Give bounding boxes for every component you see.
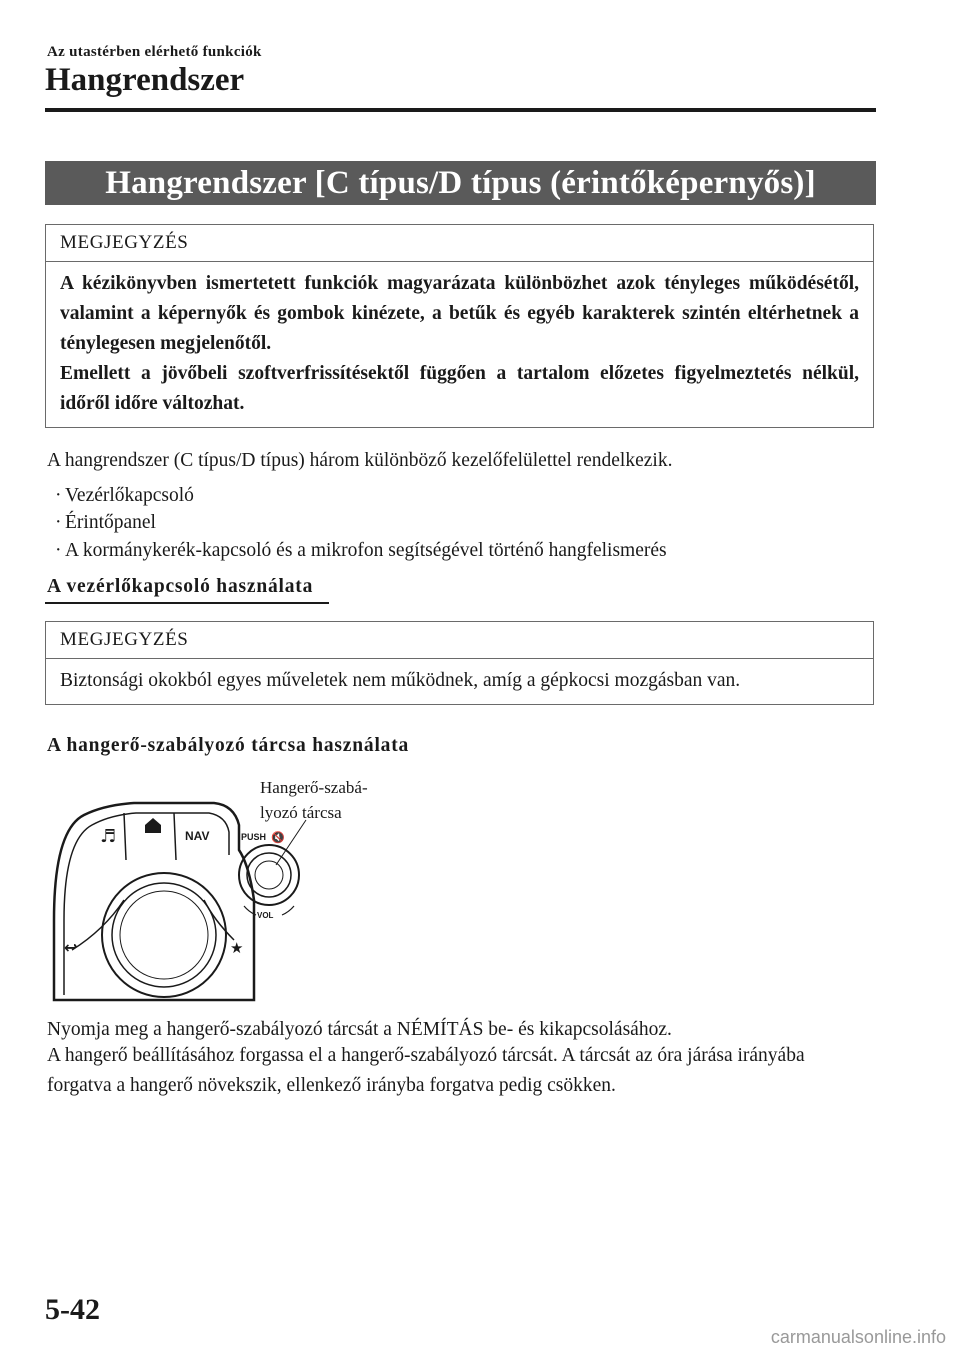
- callout-volume-dial: Hangerő-szabá- lyozó tárcsa: [260, 778, 368, 822]
- subheading-underline: [45, 602, 329, 604]
- intro-paragraph: A hangrendszer (C típus/D típus) három különböző kezelőfelülettel rendelkezik.: [47, 450, 673, 471]
- body-paragraph-1: Nyomja meg a hangerő-szabályozó tárcsát a NÉMÍTÁS be- és kikapcsolásához.: [47, 1019, 672, 1040]
- note-heading: MEGJEGYZÉS: [46, 622, 873, 659]
- note-text-1: A kézikönyvben ismertetett funkciók magyarázata különbözhet azok tényleges működésétől, valamint a képernyők és gombok kinézete, a betűk és egyéb karakterek szintén eltérhetnek a ténylegesen megjelenőtől.: [60, 273, 859, 354]
- note-body: Biztonsági okokból egyes műveletek nem működnek, amíg a gépkocsi mozgásban van.: [60, 670, 741, 691]
- header-rule: [45, 108, 876, 112]
- subheading-control-switch: A vezérlőkapcsoló használata: [47, 576, 314, 597]
- page-number: 5-42: [45, 1293, 100, 1326]
- watermark: carmanualsonline.info: [770, 1327, 946, 1347]
- push-label: PUSH: [241, 832, 267, 842]
- star-icon: ★: [230, 939, 244, 957]
- note-heading: MEGJEGYZÉS: [46, 225, 873, 262]
- list-item: · Vezérlőkapcsoló: [55, 485, 194, 506]
- note-body: [46, 262, 873, 427]
- list-item: · Érintőpanel: [55, 512, 156, 533]
- body-paragraph-2: A hangerő beállításához forgassa el a hangerő-szabályozó tárcsát. A tárcsát az óra járása irányába forgatva a hangerő növekszik, ellenkező irányba forgatva pedig csökken.: [47, 1045, 805, 1096]
- subheading-volume-dial: A hangerő-szabályozó tárcsa használata: [47, 735, 410, 756]
- nav-label: NAV: [185, 829, 210, 843]
- vol-label: VOL: [257, 911, 274, 920]
- note-box-safety: [45, 621, 874, 705]
- back-icon: ↩: [64, 938, 78, 957]
- mute-icon: 🔇: [271, 831, 285, 844]
- list-item: · A kormánykerék-kapcsoló és a mikrofon segítségével történő hangfelismerés: [55, 540, 667, 561]
- section-title: Hangrendszer: [45, 62, 245, 98]
- section-subtitle: Az utastérben elérhető funkciók: [47, 44, 262, 60]
- page-title-banner: Hangrendszer [C típus/D típus (érintőképernyős)]: [45, 161, 876, 205]
- music-icon: ♬: [100, 826, 117, 847]
- note-box-general: [45, 224, 874, 428]
- home-icon: [145, 818, 161, 833]
- note-text-2: Emellett a jövőbeli szoftverfrissítésektől függően a tartalom előzetes figyelmeztetés nélkül, időről időre változhat.: [60, 363, 859, 414]
